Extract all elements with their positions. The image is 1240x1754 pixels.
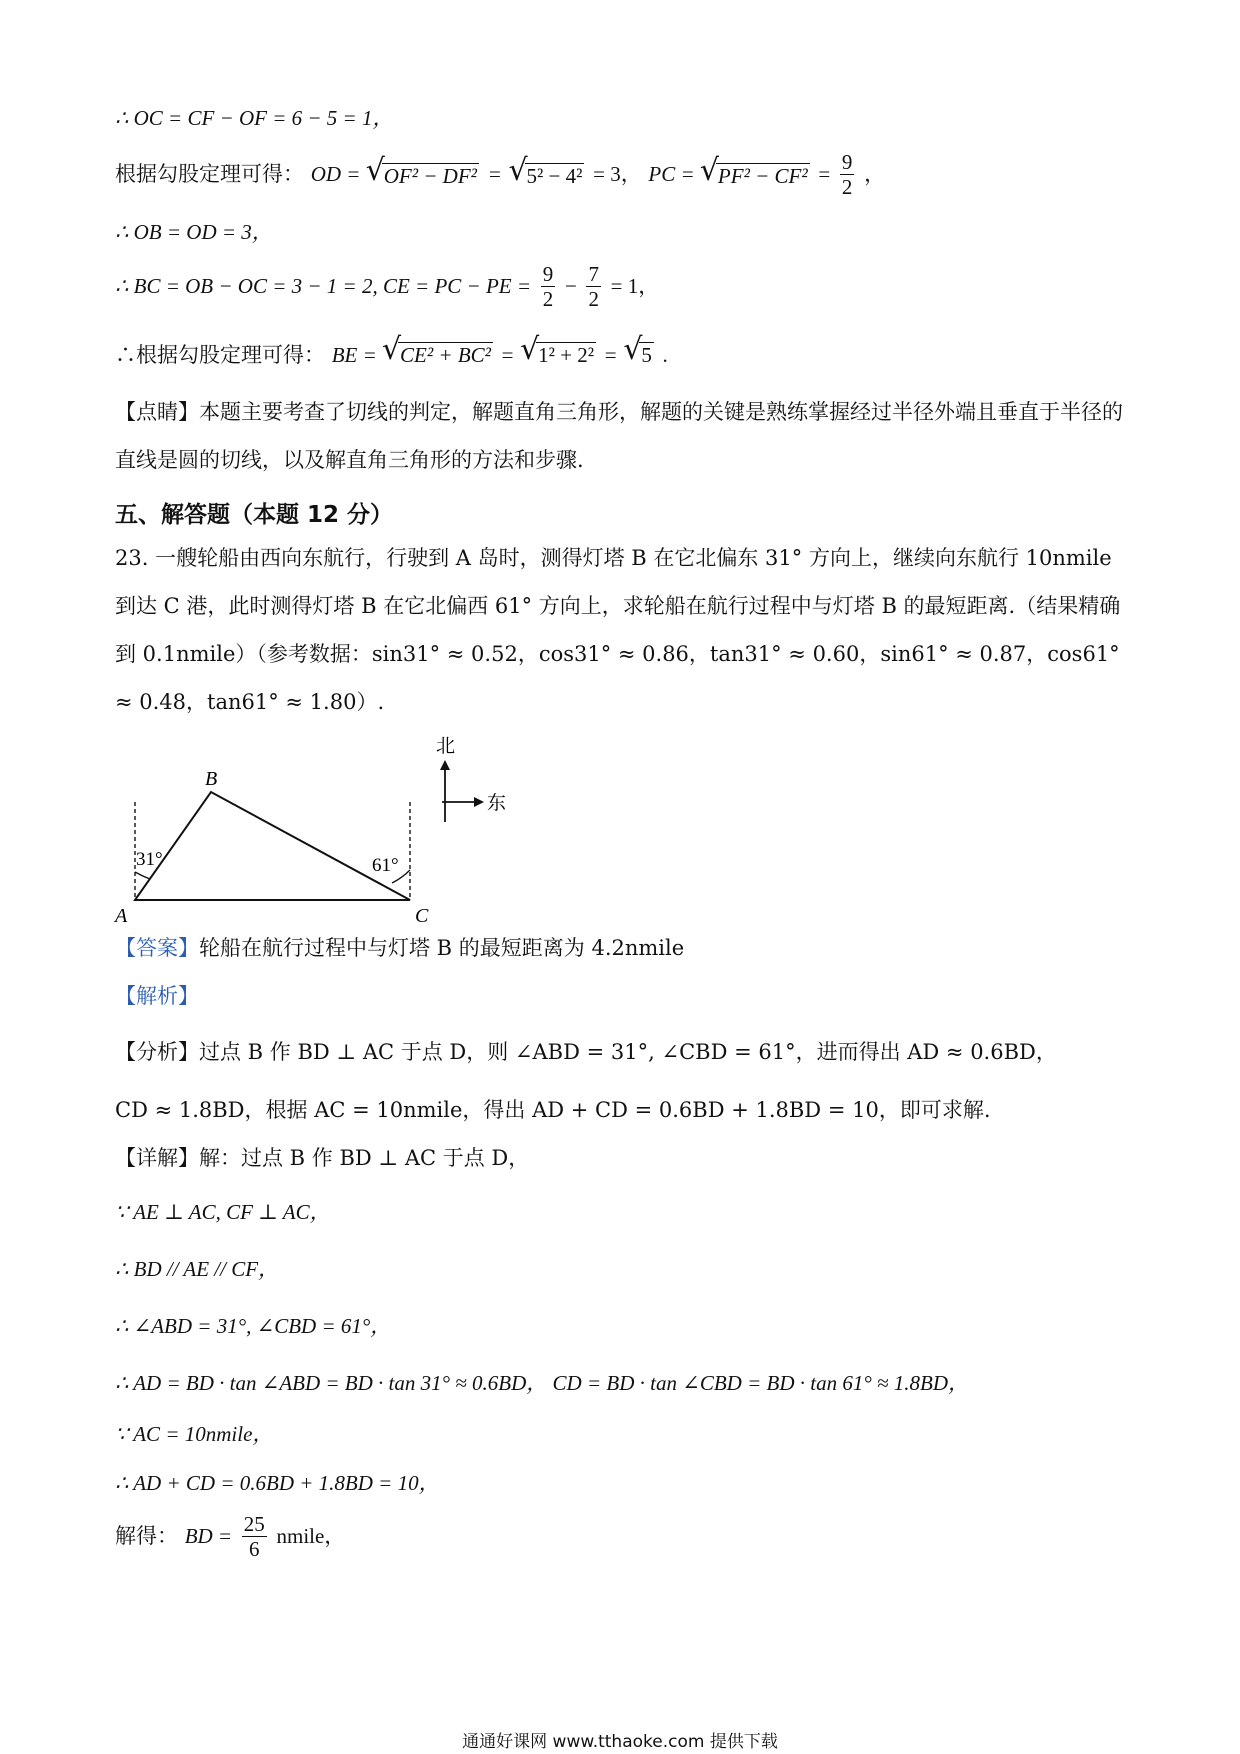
be-label: BE = bbox=[331, 343, 383, 367]
fraction-9-2: $\frac{9}{2}$ bbox=[841, 150, 853, 200]
sqrt-1-2: √ 1² + 2² bbox=[522, 342, 596, 366]
sqrt-ce-bc: √ CE² + BC² bbox=[384, 342, 493, 366]
angle-arc-a bbox=[135, 872, 150, 879]
triangle-figure bbox=[110, 730, 530, 930]
sqrt-pc: √ PF² − CF² bbox=[702, 163, 810, 187]
jiede-label: 解得： bbox=[115, 1524, 178, 1549]
answer-text: 轮船在航行过程中与灯塔 B 的最短距离为 4.2nmile bbox=[199, 936, 685, 960]
dianjing-paragraph bbox=[115, 388, 1125, 484]
equals-sign: = bbox=[818, 162, 831, 187]
derivation-line-oc: ∴ OC = CF − OF = 6 − 5 = 1， bbox=[115, 106, 394, 130]
fenxi-label: 【分析】 bbox=[115, 1040, 199, 1064]
fenxi-line-2: CD ≈ 1.8BD，根据 AC = 10nmile，得出 AD + CD = 0.6BD + 1.8BD = 10，即可求解. bbox=[115, 1098, 991, 1122]
angle-a-label: 31° bbox=[136, 849, 163, 870]
point-a-label: A bbox=[115, 905, 128, 927]
line-prefix: 根据勾股定理可得： bbox=[115, 162, 304, 187]
xiangjie-line-3: ∴ BD // AE // CF， bbox=[115, 1257, 280, 1281]
fenxi-line-1 bbox=[115, 1042, 1057, 1063]
minus-sign: − bbox=[564, 274, 577, 299]
sqrt-od: √ OF² − DF² bbox=[368, 163, 479, 187]
north-label: 北 bbox=[436, 735, 456, 757]
section-heading: 五、解答题（本题 12 分） bbox=[115, 502, 394, 528]
sqrt-5-4: √ 5² − 4² bbox=[511, 163, 585, 187]
xiangjie-line-1 bbox=[115, 1148, 529, 1169]
xiangjie-line-6: ∵ AC = 10nmile， bbox=[115, 1422, 274, 1446]
derivation-line-be bbox=[115, 342, 668, 366]
answer-line bbox=[115, 938, 684, 959]
unit-nmile: nmile， bbox=[276, 1524, 346, 1549]
line-prefix: ∴根据勾股定理可得： bbox=[115, 343, 325, 367]
jiexi-label: 【解析】 bbox=[115, 984, 199, 1008]
od-result: = 3， bbox=[593, 162, 642, 187]
bd-label: BD = bbox=[184, 1524, 233, 1549]
question-23: 23. 一艘轮船由西向东航行，行驶到 A 岛时，测得灯塔 B 在它北偏东 31° 方向上，继续向东航行 10nmile 到达 C 港，此时测得灯塔 B 在它北偏西 61° 方向上，求轮船在航行过程中与灯塔 B 的最短距离.（结果精确到 0.1nmile）（参考数据：sin31° ≈ 0.52，cos31° ≈ 0.86，tan31° ≈ 0.60，sin61° ≈ 0.87，cos61° ≈ 0.48，tan61° ≈ 1.80）. bbox=[115, 546, 1121, 714]
xiangjie-label: 【详解】 bbox=[115, 1146, 199, 1170]
xiangjie-line-2: ∵ AE ⊥ AC, CF ⊥ AC， bbox=[115, 1200, 331, 1224]
derivation-line-bc-ce bbox=[115, 262, 659, 314]
ce-result: = 1， bbox=[610, 274, 660, 299]
xiangjie-line-5: ∴ AD = BD · tan ∠ABD = BD · tan 31° ≈ 0.6BD， CD = BD · tan ∠CBD = BD · tan 61° ≈ 1.8BD， bbox=[115, 1371, 969, 1395]
bc-ce-expr: ∴ BC = OB − OC = 3 − 1 = 2, CE = PC − PE = bbox=[115, 274, 532, 299]
od-label: OD = bbox=[310, 162, 366, 187]
fraction-25-6: $\frac{25}{6}$ bbox=[243, 1512, 265, 1562]
equals-sign: = bbox=[604, 343, 617, 367]
xiangjie-line-8 bbox=[115, 1512, 345, 1572]
punct: ， bbox=[864, 162, 886, 187]
xiangjie-line-7: ∴ AD + CD = 0.6BD + 1.8BD = 10， bbox=[115, 1471, 440, 1495]
page-footer: 通通好课网 www.tthaoke.com 提供下载 bbox=[462, 1732, 778, 1752]
compass-icon bbox=[436, 735, 506, 822]
fraction-9-2: $\frac{9}{2}$ bbox=[542, 262, 554, 312]
sqrt-5: √ 5 bbox=[625, 342, 654, 366]
punct: . bbox=[662, 343, 668, 367]
xiangjie-line-4: ∴ ∠ABD = 31°, ∠CBD = 61°， bbox=[115, 1314, 392, 1338]
point-c-label: C bbox=[415, 905, 429, 927]
pc-label: PC = bbox=[648, 162, 700, 187]
fraction-7-2: $\frac{7}{2}$ bbox=[588, 262, 599, 312]
fenxi-text-1: 过点 B 作 BD ⊥ AC 于点 D，则 ∠ABD = 31°, ∠CBD = 61°，进而得出 AD ≈ 0.6BD， bbox=[199, 1040, 1057, 1064]
east-label: 东 bbox=[487, 792, 507, 814]
equals-sign: = bbox=[501, 343, 514, 367]
dianjing-label: 【点睛】 bbox=[115, 400, 199, 424]
triangle-abc bbox=[135, 792, 410, 900]
point-b-label: B bbox=[205, 768, 218, 790]
answer-label: 【答案】 bbox=[115, 936, 199, 960]
derivation-line-ob: ∴ OB = OD = 3， bbox=[115, 220, 273, 244]
dianjing-text: 本题主要考查了切线的判定，解题直角三角形，解题的关键是熟练掌握经过半径外端且垂直于半径的直线是圆的切线，以及解直角三角形的方法和步骤. bbox=[115, 400, 1123, 472]
xiangjie-text-1: 解：过点 B 作 BD ⊥ AC 于点 D， bbox=[199, 1146, 530, 1170]
angle-c-label: 61° bbox=[372, 855, 399, 876]
equals-sign: = bbox=[487, 162, 502, 187]
derivation-line-od-pc bbox=[115, 150, 885, 200]
